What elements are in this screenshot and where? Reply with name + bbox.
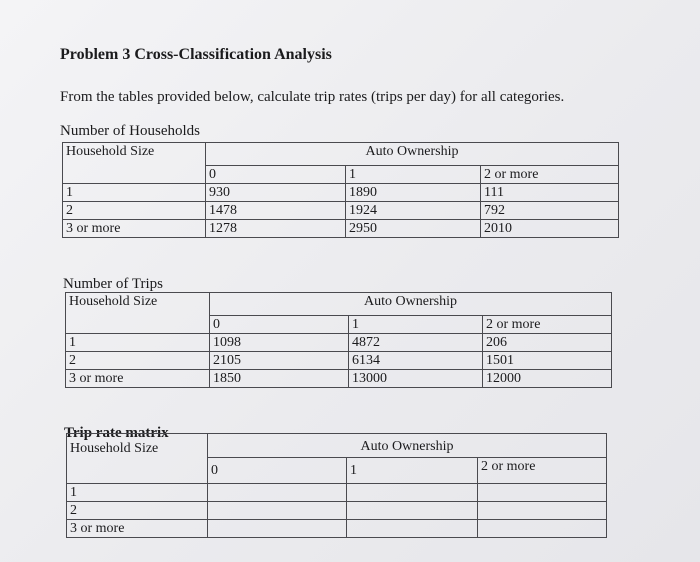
row-label: 1 [66, 334, 210, 352]
answer-cell[interactable] [478, 502, 607, 520]
table-row [67, 520, 607, 538]
answer-cell[interactable] [208, 520, 347, 538]
cell-value: 930 [206, 184, 346, 202]
column-group-label: Auto Ownership [364, 294, 457, 309]
cell-value: 111 [481, 184, 619, 202]
column-group-cell [206, 143, 619, 166]
triprate-caption-text: Trip rate matrix [64, 425, 169, 441]
column-labels-row [66, 316, 612, 334]
column-label: 1 [349, 316, 483, 334]
row-label: 3 or more [63, 220, 206, 238]
table-row [63, 184, 619, 202]
column-label: 2 or more [481, 166, 619, 184]
cell-value: 1098 [210, 334, 349, 352]
answer-cell[interactable] [208, 484, 347, 502]
households-caption-text: Number of Households [60, 123, 200, 139]
table-row [66, 370, 612, 388]
answer-cell[interactable] [208, 502, 347, 520]
table-header-row [66, 293, 612, 316]
cell-value: 13000 [349, 370, 483, 388]
table-trips-caption [63, 276, 163, 292]
cell-value: 12000 [483, 370, 612, 388]
row-label: 3 or more [66, 370, 210, 388]
row-header-cell [66, 293, 210, 316]
table-row [66, 334, 612, 352]
trips-caption-text: Number of Trips [63, 276, 164, 292]
column-group-label: Auto Ownership [360, 439, 454, 454]
row-header-cell [63, 143, 206, 166]
blank-cell [66, 316, 210, 334]
table-header-row [67, 434, 607, 458]
blank-cell [63, 166, 206, 184]
answer-cell[interactable] [478, 520, 607, 538]
answer-cell[interactable] [347, 520, 478, 538]
row-header-label: Household Size [66, 144, 155, 159]
cell-value: 2950 [346, 220, 481, 238]
row-label: 1 [67, 484, 208, 502]
column-label: 2 or more [483, 316, 612, 334]
cell-value: 1278 [206, 220, 346, 238]
cell-value: 206 [483, 334, 612, 352]
column-label: 1 [346, 166, 481, 184]
column-label: 1 [347, 457, 478, 484]
row-label: 2 [63, 202, 206, 220]
row-label: 2 [67, 502, 208, 520]
table-row [66, 352, 612, 370]
table-row [63, 220, 619, 238]
cell-value: 6134 [349, 352, 483, 370]
blank-cell [67, 457, 208, 484]
cell-value: 4872 [349, 334, 483, 352]
column-label: 0 [206, 166, 346, 184]
column-group-cell [208, 434, 607, 458]
column-label: 2 or more [478, 457, 607, 484]
row-header-label: Household Size [69, 294, 158, 309]
row-header-cell [67, 434, 208, 458]
column-group-label: Auto Ownership [365, 144, 459, 159]
cell-value: 1478 [206, 202, 346, 220]
table-header-row [63, 143, 619, 166]
table-row [67, 484, 607, 502]
answer-cell[interactable] [478, 484, 607, 502]
table-households-caption [60, 123, 200, 139]
row-label: 2 [66, 352, 210, 370]
row-label: 3 or more [67, 520, 208, 538]
table-row [67, 502, 607, 520]
column-labels-row [63, 166, 619, 184]
table-trip-rate [66, 433, 607, 538]
table-row [63, 202, 619, 220]
cell-value: 1890 [346, 184, 481, 202]
column-label: 0 [208, 457, 347, 484]
cell-value: 2105 [210, 352, 349, 370]
table-trips [65, 292, 612, 388]
answer-cell[interactable] [347, 484, 478, 502]
column-label: 0 [210, 316, 349, 334]
problem-title: Problem 3 Cross-Classification Analysis [60, 46, 332, 63]
row-header-label: Household Size [70, 441, 159, 456]
row-label: 1 [63, 184, 206, 202]
cell-value: 1501 [483, 352, 612, 370]
cell-value: 2010 [481, 220, 619, 238]
cell-value: 1924 [346, 202, 481, 220]
cell-value: 792 [481, 202, 619, 220]
column-labels-row [67, 457, 607, 484]
table-households [62, 142, 619, 238]
cell-value: 1850 [210, 370, 349, 388]
problem-instructions: From the tables provided below, calculate trip rates (trips per day) for all categories. [60, 89, 565, 105]
answer-cell[interactable] [347, 502, 478, 520]
column-group-cell [210, 293, 612, 316]
